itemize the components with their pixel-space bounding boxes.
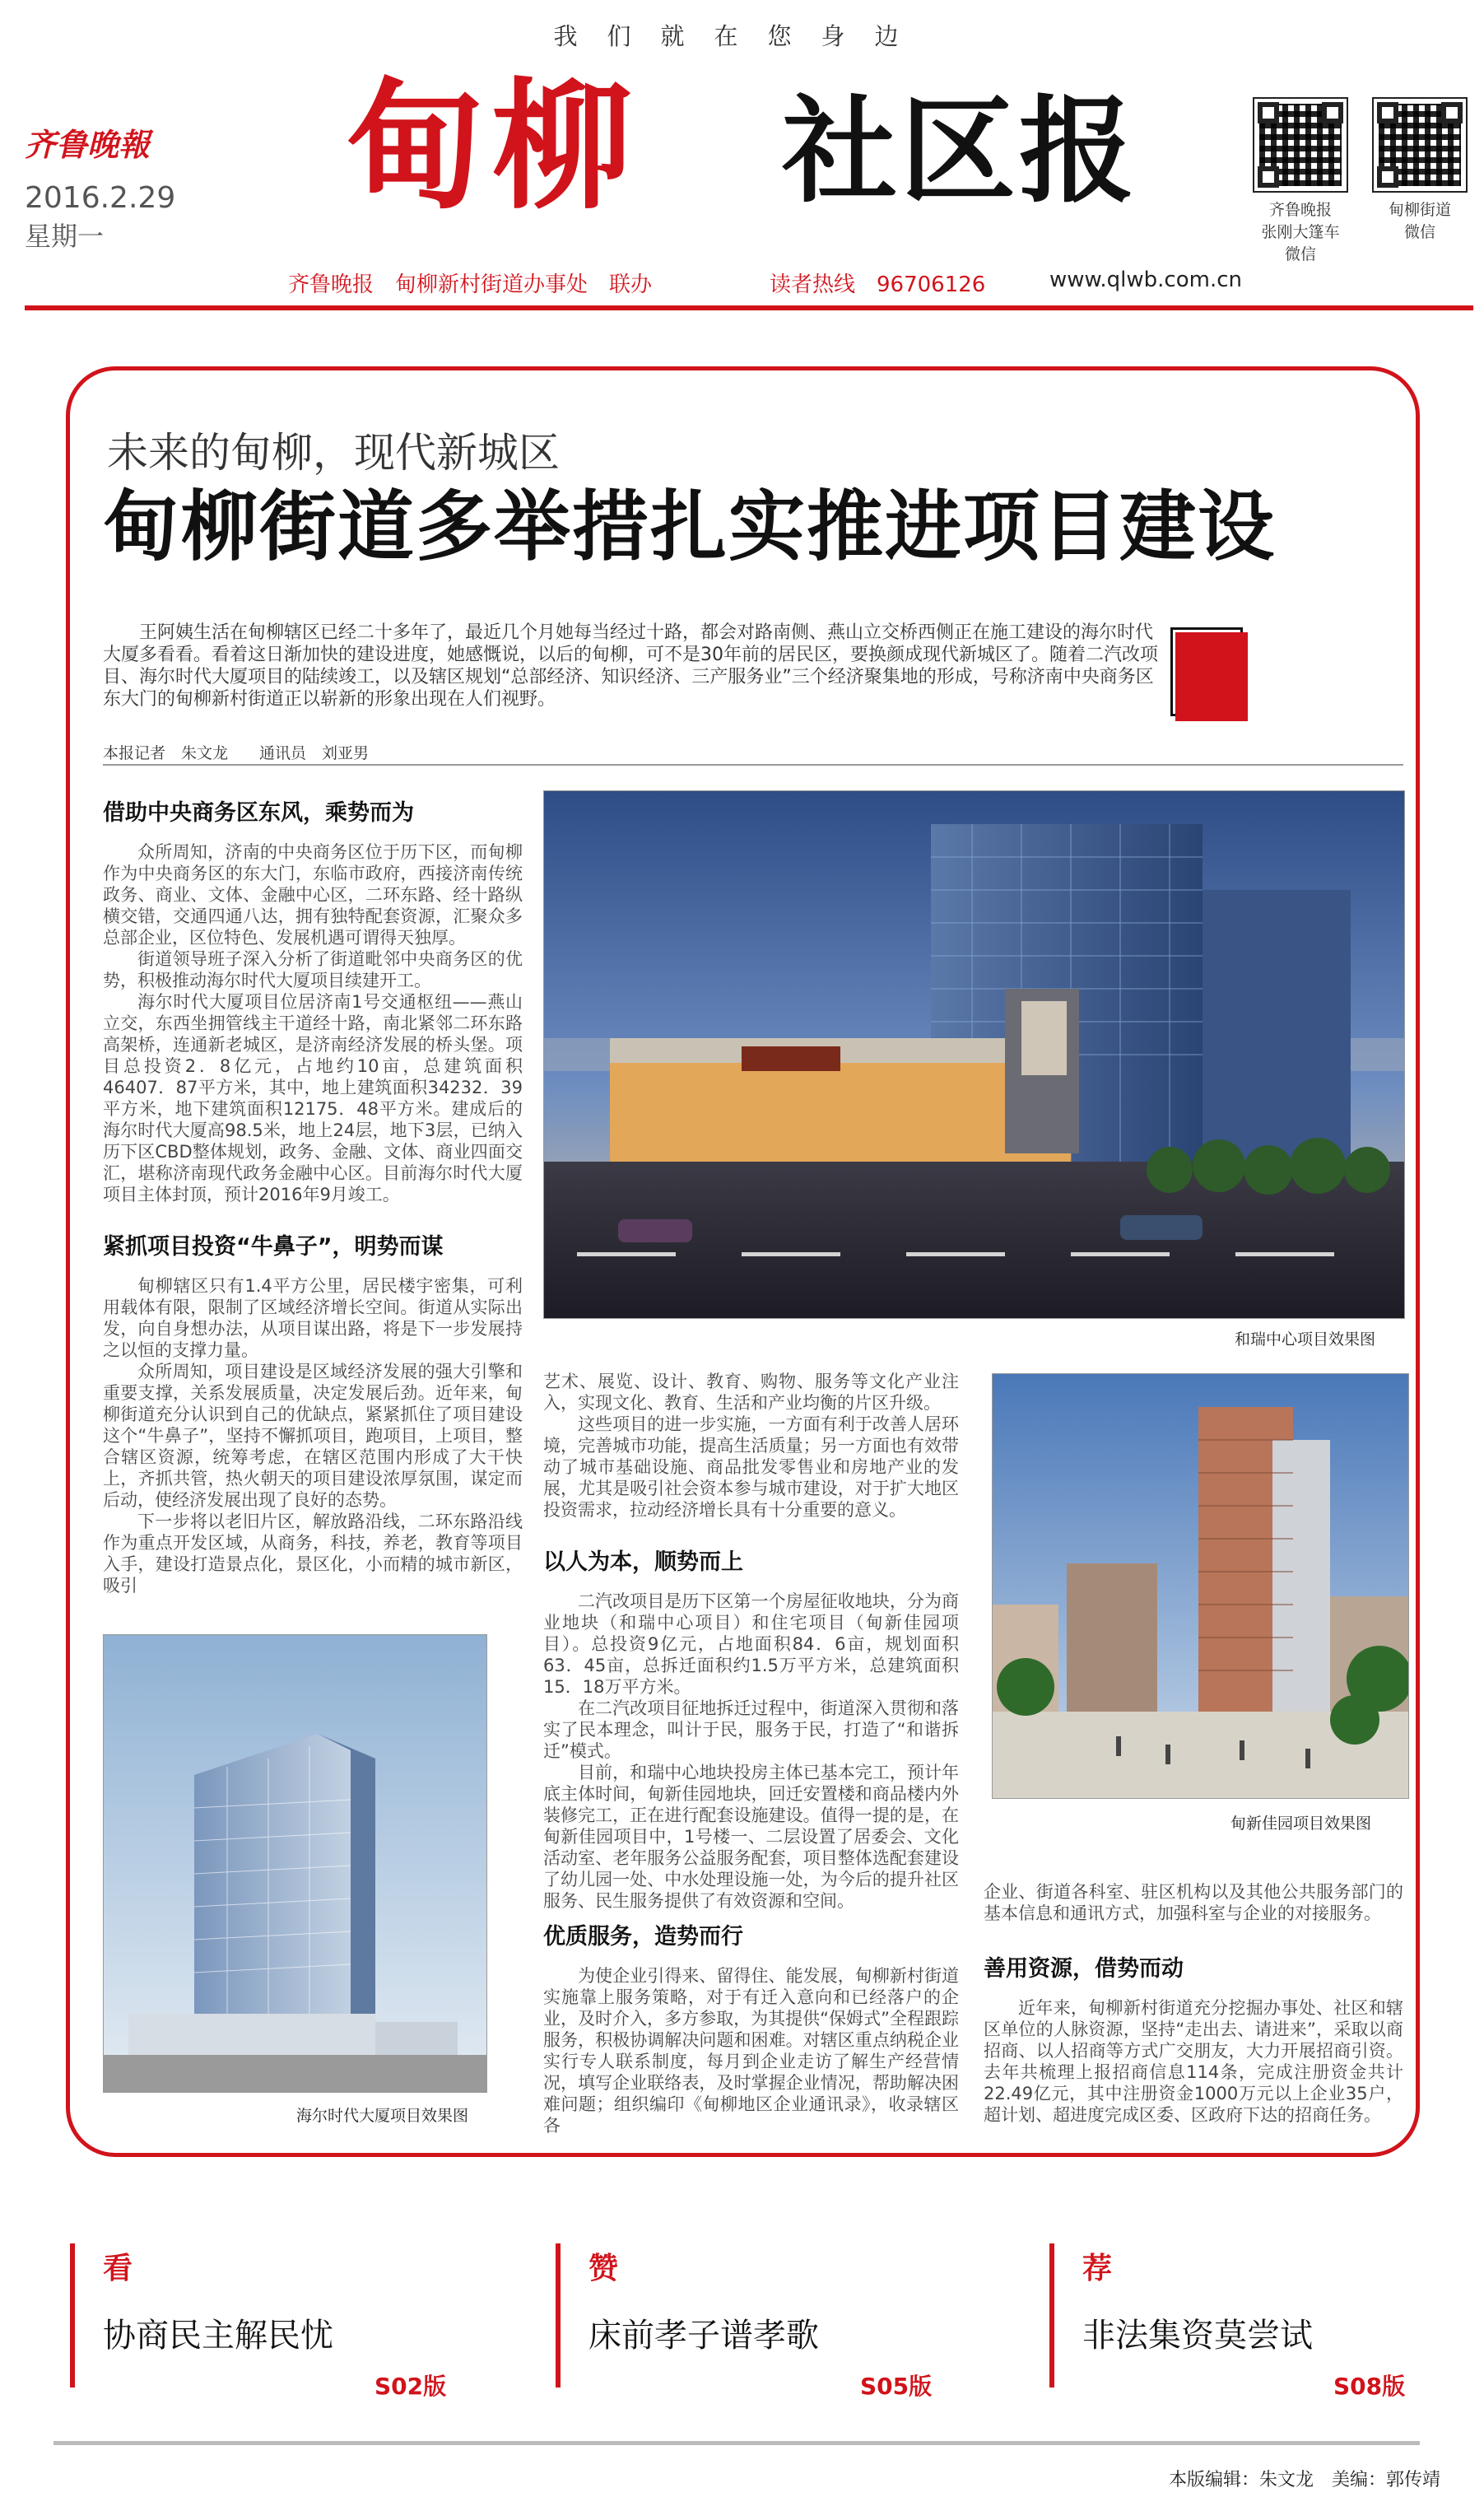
article-column-2 bbox=[543, 1371, 959, 1912]
reader-hotline: 读者热线 96706126 bbox=[770, 273, 986, 297]
paragraph: 在二汽改项目征地拆迁过程中，街道深入贯彻和落实了民本理念，叫计于民，服务于民，打造了“和谐拆迁”模式。 bbox=[543, 1698, 959, 1761]
paragraph: 众所周知，项目建设是区域经济发展的强大引擎和重要支撑，关系发展质量，决定发展后劲。近年来，甸柳街道充分认识到自己的优缺点，紧紧抓住了项目建设这个“牛鼻子”，坚持不懈抓项目，跑项目，上项目，整合辖区资源，统筹考虑，在辖区范围内形成了大干快上，齐抓共管，热火朝天的项目建设浓厚氛围，谋定而后动，使经济发展出现了良好的态势。 bbox=[103, 1362, 523, 1510]
qr-caption-line: 甸柳街道 bbox=[1388, 201, 1451, 219]
section-heading: 优质服务，造势而行 bbox=[543, 1924, 743, 1950]
paragraph: 海尔时代大厦项目位居济南1号交通枢纽——燕山立交，东西坐拥管线主干道经十路，南北紧邻二环东路高架桥，连通新老城区，是济南经济发展的桥头堡。项目总投资2．8亿元，占地约10亩，总建筑面积46407．87平方米，其中，地上建筑面积34232．39平方米，地下建筑面积12175．48平方米。建成后的海尔时代大厦高98.5米，地上24层，地下3层，已纳入历下区CBD整体规划，政务、金融、文体、商业四面交汇，堪称济南现代政务金融中心区。目前海尔时代大厦项目主体封顶，预计2016年9月竣工。 bbox=[103, 992, 523, 1204]
masthead-title-black: 社区报 bbox=[782, 85, 1138, 219]
slogan: 我们就在您身边 bbox=[553, 22, 928, 50]
editor-credit: 本版编辑：朱文龙 美编：郭传靖 bbox=[1169, 2470, 1441, 2490]
paragraph: 为使企业引得来、留得住、能发展，甸柳新村街道实施靠上服务策略，对于有迁入意向和已经落户的企业，及时介入，多方参取，为其提供“保姆式”全程跟踪服务，积极协调解决问题和困难。对辖区重点纳税企业实行专人联系制度，每月到企业走访了解生产经营情况，填写企业联络表，及时掌握企业情况，帮助解决困难问题；组织编印《甸柳地区企业通讯录》，收录辖区各 bbox=[543, 1966, 959, 2136]
article-column-3 bbox=[984, 1881, 1403, 2126]
paragraph: 目前，和瑞中心地块投房主体已基本完工，预计年底主体时间，甸新佳园地块，回迁安置楼和商品楼内外装修完工，正在进行配套设施建设。值得一提的是，在甸新佳园项目中，1号楼一、二层设置了居委会、文化活动室、老年服务公益服务配套，项目整体选配套建设了幼儿园一处、中水处理设施一处，为今后的提升社区服务、民生服务提供了有效资源和空间。 bbox=[543, 1763, 959, 1911]
article-byline: 本报记者 朱文龙 通讯员 刘亚男 bbox=[103, 744, 370, 762]
paragraph: 近年来，甸柳新村街道充分挖掘办事处、社区和辖区单位的人脉资源，坚持“走出去、请进来”，采取以商招商、以人招商等方式广交朋友，大力开展招商引资。去年共梳理上报招商信息114条，完成注册资金共计22.49亿元，其中注册资金1000万元以上企业35户，超计划、超进度完成区委、区政府下达的招商任务。 bbox=[984, 1998, 1403, 2125]
paragraph: 众所周知，济南的中央商务区位于历下区，而甸柳作为中央商务区的东大门，东临市政府，西接济南传统政务、商业、文体、金融中心区，二环东路、经十路纵横交错，交通四通八达，拥有独特配套资源，汇聚众多总部企业，区位特色、发展机遇可谓得天独厚。 bbox=[103, 842, 523, 948]
index-item-3[interactable] bbox=[1049, 2243, 1420, 2400]
paragraph: 甸柳辖区只有1.4平方公里，居民楼宇密集，可利用载体有限，限制了区域经济增长空间。街道从实际出发，向自身想办法，从项目谋出路，将是下一步发展持之以恒的支撑力量。 bbox=[103, 1276, 523, 1360]
masthead-title-red: 甸柳 bbox=[346, 64, 640, 229]
paragraph: 艺术、展览、设计、教育、购物、服务等文化产业注入，实现文化、教育、生活和产业均衡的片区升级。 bbox=[543, 1372, 959, 1413]
image-caption: 甸新佳园项目效果图 bbox=[1230, 1815, 1372, 1833]
article-kicker: 未来的甸柳，现代新城区 bbox=[107, 429, 560, 477]
issue-weekday: 星期一 bbox=[25, 221, 105, 252]
index-title: 协商民主解民忧 bbox=[103, 2317, 333, 2355]
image-caption: 和瑞中心项目效果图 bbox=[1235, 1330, 1376, 1349]
decorative-red-block bbox=[1175, 632, 1248, 721]
image-caption: 海尔时代大厦项目效果图 bbox=[296, 2107, 469, 2125]
index-accent-bar bbox=[556, 2243, 561, 2388]
qr-code-icon bbox=[1253, 97, 1348, 193]
index-item-1[interactable] bbox=[70, 2243, 473, 2400]
index-page: S02版 bbox=[374, 2373, 447, 2400]
herui-center-rendering bbox=[543, 790, 1405, 1319]
paragraph: 街道领导班子深入分析了街道毗邻中央商务区的优势，积极推动海尔时代大厦项目续建开工。 bbox=[103, 949, 523, 990]
paragraph: 下一步将以老旧片区，解放路沿线，二环东路沿线作为重点开发区域，从商务，科技，养老，教育等项目入手，建设打造景点化，景区化，小而精的城市新区，吸引 bbox=[103, 1512, 523, 1596]
footer-divider bbox=[53, 2441, 1420, 2445]
article-column-1 bbox=[103, 794, 523, 1596]
section-heading: 借助中央商务区东风，乘势而为 bbox=[103, 800, 414, 826]
index-accent-bar bbox=[1049, 2243, 1054, 2388]
index-item-2[interactable] bbox=[556, 2243, 959, 2400]
qr-block-1 bbox=[1243, 97, 1358, 266]
index-title: 非法集资莫尝试 bbox=[1082, 2317, 1313, 2355]
index-accent-bar bbox=[70, 2243, 75, 2388]
dianxin-jiayuan-rendering bbox=[992, 1373, 1409, 1799]
paragraph: 这些项目的进一步实施，一方面有利于改善人居环境，完善城市功能，提高生活质量；另一方面也有效带动了城市基础设施、商品批发零售业和房地产业的发展，尤其是吸引社会资本参与城市建设，对于扩大地区投资需求，拉动经济增长具有十分重要的意义。 bbox=[543, 1414, 959, 1520]
qr-caption-line: 张刚大篷车 bbox=[1261, 223, 1340, 241]
section-heading: 紧抓项目投资“牛鼻子”，明势而谋 bbox=[103, 1234, 444, 1260]
index-tag: 看 bbox=[103, 2252, 133, 2285]
paragraph: 企业、街道各科室、驻区机构以及其他公共服务部门的基本信息和通讯方式，加强科室与企业的对接服务。 bbox=[984, 1882, 1403, 1923]
section-heading: 善用资源，借势而动 bbox=[984, 1956, 1184, 1982]
issue-date: 2016.2.29 bbox=[25, 181, 176, 215]
divider bbox=[103, 764, 1403, 766]
co-organizers: 齐鲁晚报 甸柳新村街道办事处 联办 bbox=[288, 273, 653, 297]
index-title: 床前孝子谱孝歌 bbox=[588, 2317, 819, 2355]
index-tag: 荐 bbox=[1082, 2252, 1113, 2285]
index-page: S08版 bbox=[1333, 2373, 1406, 2400]
qr-block-2 bbox=[1362, 97, 1477, 244]
qr-caption-line: 微信 bbox=[1284, 245, 1316, 263]
article-column-2-lower bbox=[543, 1918, 959, 2136]
info-bar bbox=[25, 268, 1473, 310]
qr-caption-line: 齐鲁晚报 bbox=[1268, 201, 1332, 219]
paper-logo: 齐鲁晚報 bbox=[25, 126, 151, 163]
qr-code-icon bbox=[1372, 97, 1468, 193]
article-lead: 王阿姨生活在甸柳辖区已经二十多年了，最近几个月她每当经过十路，都会对路南侧、燕山立交桥西侧正在施工建设的海尔时代大厦多看看。看着这日渐加快的建设进度，她感慨说，以后的甸柳，可不是30年前的居民区，要换颜成现代新城区了。随着二汽改项目、海尔时代大厦项目的陆续竣工，以及辖区规划“总部经济、知识经济、三产服务业”三个经济聚集地的形成，号称济南中央商务区东大门的甸柳新村街道正以崭新的形象出现在人们视野。 bbox=[103, 622, 1158, 710]
haier-tower-rendering bbox=[103, 1634, 487, 2093]
website-url[interactable]: www.qlwb.com.cn bbox=[1049, 268, 1242, 292]
index-tag: 赞 bbox=[588, 2252, 619, 2285]
index-page: S05版 bbox=[860, 2373, 933, 2400]
article-headline: 甸柳街道多举措扎实推进项目建设 bbox=[103, 482, 1276, 571]
section-heading: 以人为本，顺势而上 bbox=[543, 1549, 743, 1575]
qr-caption-line: 微信 bbox=[1403, 223, 1435, 241]
paragraph: 二汽改项目是历下区第一个房屋征收地块，分为商业地块（和瑞中心项目）和住宅项目（甸新佳园项目）。总投资9亿元，占地面积84．6亩，规划面积63．45亩，总拆迁面积约1.5万平方米，总建筑面积15．18万平方米。 bbox=[543, 1591, 959, 1697]
